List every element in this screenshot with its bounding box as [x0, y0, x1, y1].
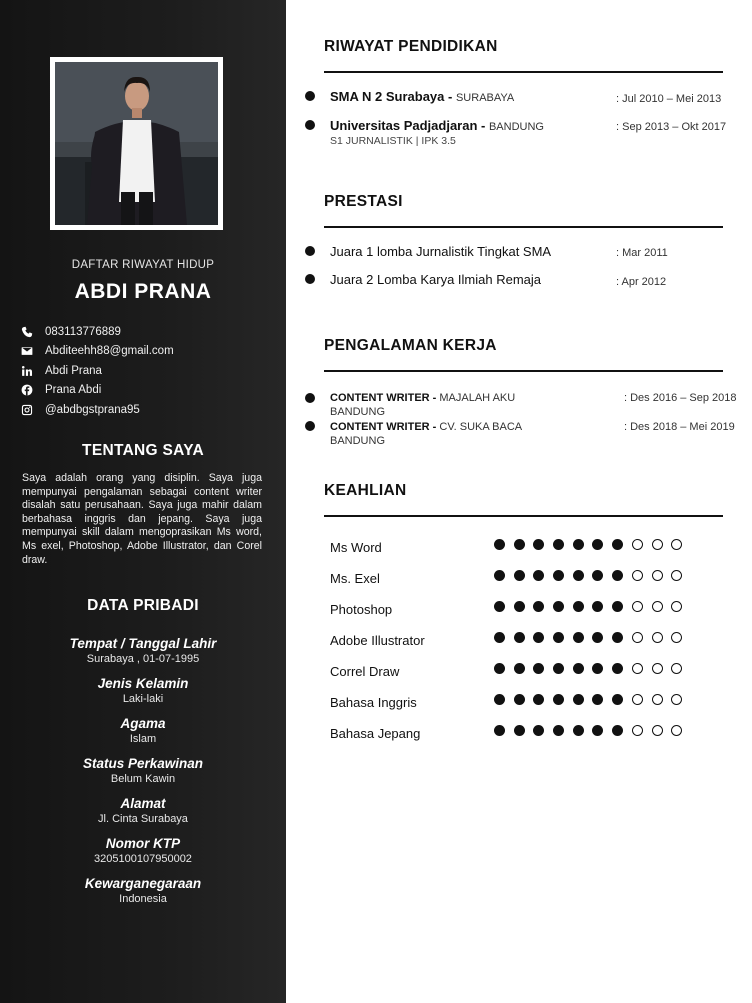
- skill-rating: [494, 663, 691, 674]
- personal-gender: [0, 676, 286, 706]
- rating-dot-filled: [592, 570, 603, 581]
- experience-role: CONTENT WRITER -: [330, 392, 437, 404]
- personal-birth: [0, 636, 286, 666]
- contact-email: [20, 342, 174, 362]
- skill-rating: [494, 632, 691, 643]
- personal-heading: DATA PRIBADI: [87, 597, 199, 614]
- rating-dot-empty: [632, 694, 643, 705]
- personal-value: 3205100107950002: [94, 853, 192, 865]
- contact-email-text: Abditeehh88@gmail.com: [45, 345, 174, 358]
- education-bullet: [305, 91, 315, 101]
- rating-dot-empty: [671, 632, 682, 643]
- profile-photo: [55, 62, 218, 225]
- achievement-bullet: [305, 274, 315, 284]
- achievement-text: Juara 2 Lomba Karya Ilmiah Remaja: [330, 272, 541, 287]
- rating-dot-filled: [592, 725, 603, 736]
- rating-dot-filled: [533, 663, 544, 674]
- rating-dot-filled: [514, 539, 525, 550]
- rating-dot-filled: [533, 601, 544, 612]
- email-icon: [20, 344, 34, 358]
- rating-dot-filled: [553, 601, 564, 612]
- personal-id-number: [0, 836, 286, 866]
- achievement-bullet: [305, 246, 315, 256]
- rating-dot-empty: [671, 725, 682, 736]
- contact-list: [20, 322, 174, 420]
- rating-dot-filled: [514, 694, 525, 705]
- about-text: Saya adalah orang yang disiplin. Saya juga mempunyai pengalaman sebagai content writer disalah satu perusahaan. Saya juga mahir dalam berbahasa inggris dan jepang. Saya juga mempunyai skill dalam mengoprasikan Ms word, Ms exel, Photoshop, Adobe Illustrator, dan Corel draw.: [22, 472, 262, 566]
- skill-rating: [494, 601, 691, 612]
- rating-dot-filled: [494, 570, 505, 581]
- personal-marital: [0, 756, 286, 786]
- rating-dot-filled: [592, 539, 603, 550]
- personal-label: Alamat: [120, 796, 166, 811]
- rating-dot-filled: [514, 570, 525, 581]
- personal-value: Indonesia: [119, 893, 167, 905]
- education-city: BANDUNG: [488, 121, 544, 133]
- experience-divider: [324, 370, 723, 372]
- rating-dot-empty: [632, 632, 643, 643]
- rating-dot-empty: [632, 601, 643, 612]
- about-heading: TENTANG SAYA: [82, 442, 204, 459]
- skill-name: Photoshop: [330, 602, 393, 617]
- rating-dot-filled: [514, 663, 525, 674]
- cv-label: DAFTAR RIWAYAT HIDUP: [71, 259, 215, 271]
- rating-dot-filled: [612, 570, 623, 581]
- experience-bullet: [305, 421, 315, 431]
- education-divider: [324, 71, 723, 73]
- personal-label: Tempat / Tanggal Lahir: [69, 636, 217, 651]
- rating-dot-filled: [612, 663, 623, 674]
- linkedin-icon: [20, 364, 34, 378]
- rating-dot-filled: [573, 601, 584, 612]
- rating-dot-empty: [671, 570, 682, 581]
- rating-dot-filled: [573, 725, 584, 736]
- rating-dot-empty: [671, 601, 682, 612]
- rating-dot-filled: [514, 601, 525, 612]
- contact-linkedin-text: Abdi Prana: [45, 364, 102, 377]
- rating-dot-empty: [652, 632, 663, 643]
- education-item: [330, 118, 544, 133]
- rating-dot-empty: [632, 570, 643, 581]
- experience-item: [330, 421, 550, 448]
- education-city: SURABAYA: [455, 92, 515, 104]
- achievement-date: : Apr 2012: [616, 276, 667, 288]
- skill-name: Adobe Illustrator: [330, 633, 425, 648]
- rating-dot-filled: [533, 725, 544, 736]
- rating-dot-filled: [553, 725, 564, 736]
- rating-dot-empty: [671, 663, 682, 674]
- personal-label: Kewarganegaraan: [84, 876, 202, 891]
- rating-dot-filled: [514, 632, 525, 643]
- rating-dot-filled: [533, 539, 544, 550]
- contact-phone-text: 083113776889: [45, 325, 121, 338]
- personal-value: Jl. Cinta Surabaya: [98, 813, 188, 825]
- skill-name: Correl Draw: [330, 664, 400, 679]
- rating-dot-filled: [494, 601, 505, 612]
- personal-label: Nomor KTP: [105, 836, 181, 851]
- skills-title: KEAHLIAN: [324, 482, 407, 499]
- contact-phone: [20, 322, 174, 342]
- skill-rating: [494, 694, 691, 705]
- rating-dot-filled: [573, 570, 584, 581]
- personal-value: Laki-laki: [122, 693, 164, 705]
- rating-dot-filled: [612, 632, 623, 643]
- rating-dot-filled: [533, 694, 544, 705]
- rating-dot-filled: [494, 663, 505, 674]
- rating-dot-filled: [533, 570, 544, 581]
- facebook-icon: [20, 383, 34, 397]
- rating-dot-filled: [592, 601, 603, 612]
- rating-dot-filled: [533, 632, 544, 643]
- rating-dot-filled: [553, 570, 564, 581]
- experience-bullet: [305, 393, 315, 403]
- rating-dot-filled: [553, 694, 564, 705]
- personal-label: Agama: [120, 716, 166, 731]
- experience-title: PENGALAMAN KERJA: [324, 337, 497, 354]
- rating-dot-filled: [573, 539, 584, 550]
- rating-dot-filled: [553, 539, 564, 550]
- rating-dot-empty: [652, 694, 663, 705]
- rating-dot-filled: [494, 694, 505, 705]
- education-bullet: [305, 120, 315, 130]
- experience-date: : Des 2016 – Sep 2018: [624, 392, 737, 404]
- rating-dot-empty: [652, 725, 663, 736]
- experience-role: CONTENT WRITER -: [330, 421, 437, 433]
- achievement-text: Juara 1 lomba Jurnalistik Tingkat SMA: [330, 244, 552, 259]
- education-school: SMA N 2 Surabaya -: [330, 89, 453, 104]
- rating-dot-filled: [612, 601, 623, 612]
- contact-instagram-text: @abdbgstprana95: [45, 403, 140, 416]
- main-content: [286, 0, 752, 1003]
- education-date: : Sep 2013 – Okt 2017: [616, 121, 727, 133]
- experience-company: CV. SUKA BACA BANDUNG: [330, 421, 522, 447]
- contact-facebook: [20, 381, 174, 401]
- rating-dot-filled: [573, 694, 584, 705]
- rating-dot-empty: [652, 663, 663, 674]
- personal-label: Jenis Kelamin: [97, 676, 189, 691]
- experience-date: : Des 2018 – Mei 2019: [624, 421, 735, 433]
- personal-label: Status Perkawinan: [82, 756, 204, 771]
- rating-dot-filled: [592, 694, 603, 705]
- rating-dot-filled: [553, 663, 564, 674]
- rating-dot-empty: [652, 601, 663, 612]
- skill-name: Ms. Exel: [330, 571, 380, 586]
- skill-rating: [494, 725, 691, 736]
- personal-religion: [0, 716, 286, 746]
- skill-name: Bahasa Jepang: [330, 726, 421, 741]
- rating-dot-filled: [573, 632, 584, 643]
- skill-name: Ms Word: [330, 540, 382, 555]
- rating-dot-empty: [632, 539, 643, 550]
- person-name: ABDI PRANA: [74, 280, 212, 303]
- rating-dot-filled: [553, 632, 564, 643]
- sidebar: [0, 0, 286, 1003]
- experience-company: MAJALAH AKU BANDUNG: [330, 392, 516, 418]
- rating-dot-filled: [592, 632, 603, 643]
- education-item: [330, 89, 514, 104]
- contact-facebook-text: Prana Abdi: [45, 384, 102, 397]
- education-title: RIWAYAT PENDIDIKAN: [324, 38, 498, 55]
- achievements-title: PRESTASI: [324, 193, 403, 210]
- personal-value: Surabaya , 01-07-1995: [86, 653, 200, 665]
- skill-rating: [494, 570, 691, 581]
- rating-dot-filled: [612, 694, 623, 705]
- skills-divider: [324, 515, 723, 517]
- contact-instagram: [20, 400, 174, 420]
- rating-dot-filled: [494, 632, 505, 643]
- rating-dot-filled: [573, 663, 584, 674]
- rating-dot-empty: [632, 663, 643, 674]
- profile-photo-frame: [50, 57, 223, 230]
- rating-dot-empty: [671, 539, 682, 550]
- education-major: S1 JURNALISTIK | IPK 3.5: [330, 135, 456, 147]
- rating-dot-empty: [652, 539, 663, 550]
- education-date: : Jul 2010 – Mei 2013: [616, 93, 722, 105]
- rating-dot-filled: [612, 725, 623, 736]
- personal-address: [0, 796, 286, 826]
- rating-dot-empty: [632, 725, 643, 736]
- rating-dot-empty: [671, 694, 682, 705]
- rating-dot-filled: [494, 539, 505, 550]
- instagram-icon: [20, 403, 34, 417]
- rating-dot-empty: [652, 570, 663, 581]
- education-school: Universitas Padjadjaran -: [330, 118, 486, 133]
- rating-dot-filled: [514, 725, 525, 736]
- achievement-date: : Mar 2011: [616, 247, 668, 259]
- personal-value: Belum Kawin: [110, 773, 176, 785]
- skill-name: Bahasa Inggris: [330, 695, 417, 710]
- rating-dot-filled: [494, 725, 505, 736]
- experience-item: [330, 392, 550, 419]
- rating-dot-filled: [592, 663, 603, 674]
- skill-rating: [494, 539, 691, 550]
- personal-citizenship: [0, 876, 286, 906]
- personal-value: Islam: [129, 733, 157, 745]
- achievements-divider: [324, 226, 723, 228]
- phone-icon: [20, 325, 34, 339]
- rating-dot-filled: [612, 539, 623, 550]
- contact-linkedin: [20, 361, 174, 381]
